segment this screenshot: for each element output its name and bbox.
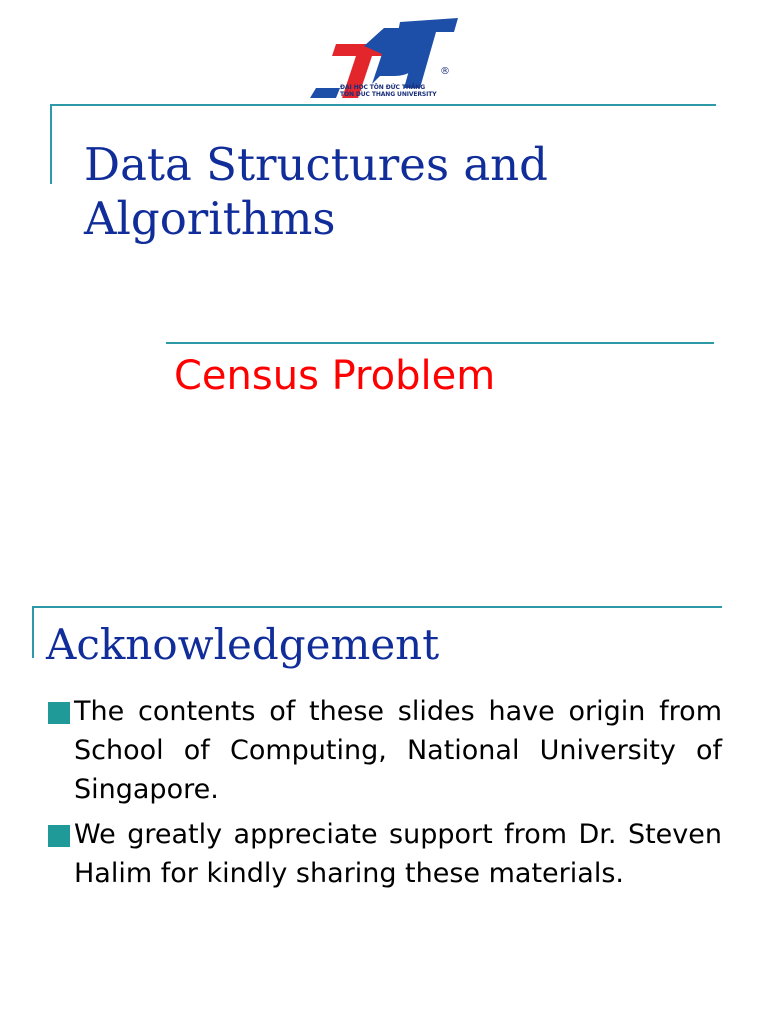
title-rule-left <box>50 104 52 184</box>
subtitle-rule <box>166 342 714 344</box>
logo-caption-line1: ĐẠI HỌC TÔN ĐỨC THẮNG <box>340 84 426 91</box>
acknowledgement-slide <box>0 600 768 1024</box>
ack-bullet-2 <box>46 815 722 893</box>
ack-rule-top <box>32 606 722 608</box>
registered-mark: ® <box>440 66 450 77</box>
ack-rule-left <box>32 606 34 658</box>
ack-title: Acknowledgement <box>46 620 440 669</box>
ack-bullet-list <box>46 692 722 899</box>
logo-caption-line2: TON DUC THANG UNIVERSITY <box>340 91 437 98</box>
ack-bullet-text: We greatly appreciate support from Dr. Steven Halim for kindly sharing these materials. <box>74 819 722 889</box>
title-rule-top <box>50 104 716 106</box>
ack-bullet-1 <box>46 692 722 809</box>
slide-subtitle: Census Problem <box>174 353 496 399</box>
square-bullet-icon <box>48 702 70 724</box>
slide-title: Data Structures and Algorithms <box>84 138 548 245</box>
ack-bullet-text: The contents of these slides have origin from School of Computing, National University of Singapore. <box>74 696 722 805</box>
square-bullet-icon <box>48 825 70 847</box>
logo-caption <box>340 84 460 98</box>
